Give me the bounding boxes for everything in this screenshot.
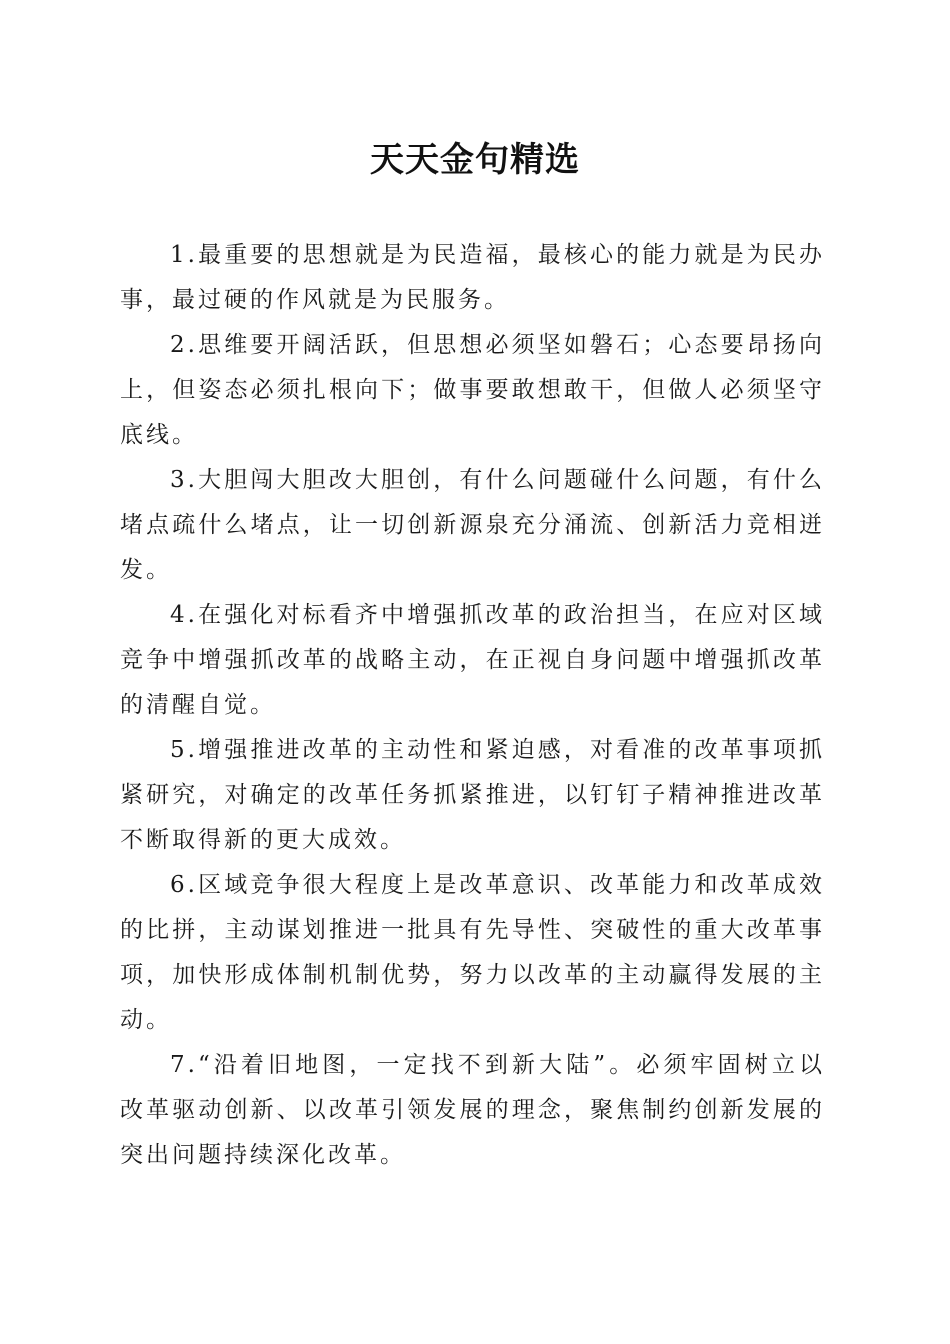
quote-paragraph-5: 5.增强推进改革的主动性和紧迫感，对看准的改革事项抓紧研究，对确定的改革任务抓紧推进，以钉钉子精神推进改革不断取得新的更大成效。 [120, 737, 825, 853]
quote-paragraph-4: 4.在强化对标看齐中增强抓改革的政治担当，在应对区域竞争中增强抓改革的战略主动，在正视自身问题中增强抓改革的清醒自觉。 [120, 602, 825, 718]
quote-paragraph-6: 6.区域竞争很大程度上是改革意识、改革能力和改革成效的比拼，主动谋划推进一批具有先导性、突破性的重大改革事项，加快形成体制机制优势，努力以改革的主动赢得发展的主动。 [120, 872, 825, 1033]
page-title: 天天金句精选 [370, 140, 580, 180]
document-body [120, 233, 825, 1178]
quote-paragraph-3: 3.大胆闯大胆改大胆创，有什么问题碰什么问题，有什么堵点疏什么堵点，让一切创新源泉充分涌流、创新活力竞相迸发。 [120, 467, 825, 583]
quote-paragraph-1: 1.最重要的思想就是为民造福，最核心的能力就是为民办事，最过硬的作风就是为民服务。 [120, 242, 825, 313]
quote-paragraph-7: 7.“沿着旧地图，一定找不到新大陆”。必须牢固树立以改革驱动创新、以改革引领发展的理念，聚焦制约创新发展的突出问题持续深化改革。 [120, 1052, 825, 1168]
quote-paragraph-2: 2.思维要开阔活跃，但思想必须坚如磐石；心态要昂扬向上，但姿态必须扎根向下；做事要敢想敢干，但做人必须坚守底线。 [120, 332, 825, 448]
